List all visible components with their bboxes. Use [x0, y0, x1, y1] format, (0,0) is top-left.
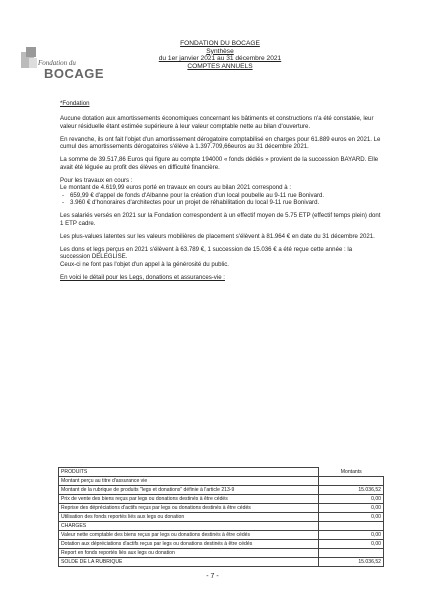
table-row [59, 504, 384, 513]
table-cell-value [319, 522, 384, 531]
table-header-produits: PRODUITS [59, 468, 319, 477]
paragraph-plus-values: Les plus-values latentes sur les valeurs mobilières de placement s'élèvent à 81.964 € en date du 31 décembre 2021. [60, 232, 375, 240]
table-row [59, 540, 384, 549]
table-cell-value: 0,00 [319, 504, 384, 513]
table-row [59, 513, 384, 522]
table-header-row [59, 468, 384, 477]
table-cell-label: Report en fonds reportés liés aux legs ou donation [59, 549, 319, 558]
table-header-montants: Montants [319, 468, 384, 477]
foundation-logo [20, 44, 120, 81]
table-cell-label: Reprise des dépréciations d'actifs reçus par legs ou donations destinés à être cédés [59, 504, 319, 513]
header-line-3: du 1er janvier 2021 au 31 décembre 2021 [158, 55, 282, 63]
logo-text-line2: BOCAGE [44, 66, 105, 81]
logo-text-line1: Fondation du [38, 59, 76, 67]
document-body [60, 100, 382, 287]
document-header [140, 40, 300, 70]
table-cell-value: 0,00 [319, 495, 384, 504]
paragraph-derogatoire: En revanche, ils ont fait l'objet d'un amortissement dérogatoire comptabilisé en charges pour 61.889 euros en 2021. Le cumul des amortissements dérogatoires s'élève à 1.397.709,66euros au 31 décembre 2021. [60, 135, 381, 151]
travaux-list [60, 192, 382, 207]
table-cell-label: Montant perçu au titre d'assurance vie [59, 477, 319, 486]
paragraph-fonds-dedies: La somme de 39.517,86 Euros qui figure au compte 194000 « fonds dédiés » provient de la succession BAYARD. Elle avait été léguée au profit des élèves en difficulté financière. [60, 156, 379, 171]
table-section-row [59, 522, 384, 531]
table-cell-value: 0,00 [319, 513, 384, 522]
table-cell-label: Valeur nette comptable des biens reçus par legs ou donations destinés à être cédés [59, 531, 319, 540]
section-title: *Fondation [60, 100, 90, 107]
legs-donations-table [58, 467, 384, 567]
paragraph-amortissements: Aucune dotation aux amortissements économiques concernant les bâtiments et constructions n'a été constatée, leur valeur résiduelle étant estimée supérieure à leur valeur comptable nette au bilan d'ouverture. [60, 115, 374, 130]
table-row [59, 531, 384, 540]
table-cell-value: 0,00 [319, 531, 384, 540]
paragraph-travaux-line: Le montant de 4.619,99 euros porté en travaux en cours au bilan 2021 correspond à : [60, 184, 292, 192]
table-row [59, 486, 384, 495]
table-solde-label: SOLDE DE LA RUBRIQUE [59, 558, 319, 567]
table-row [59, 477, 384, 486]
paragraph-detail-intro: En voici le détail pour les Legs, donations et assurances-vie : [60, 274, 225, 282]
table-cell-label: Prix de vente des biens reçus par legs ou donations destinés à être cédés [59, 495, 319, 504]
table-row [59, 495, 384, 504]
list-item: - 3.960 € d'honoraires d'architectes pour un projet de réhabilitation du local 9-11 rue Bonivard. [60, 199, 382, 206]
page-number: - 7 - [206, 573, 219, 580]
table-cell-label: Utilisation des fonds reportés liés aux legs ou donation [59, 513, 319, 522]
table-cell-label: Montant de la rubrique de produits "legs et donations" définie à l'article 213-9 [59, 486, 319, 495]
list-item: - 659,99 € d'appel de fonds d'Albanne pour la création d'un local poubelle au 9-11 rue Bonivard. [60, 192, 382, 199]
paragraph-salaries: Les salariés versés en 2021 sur la Fondation correspondent à un effectif moyen de 5.75 ETP (effectif temps plein) dont 1 ETP cadre. [60, 212, 381, 227]
header-line-4: COMPTES ANNUELS [187, 62, 253, 70]
table-total-row [59, 558, 384, 567]
paragraph-dons-legs: Les dons et legs perçus en 2021 s'élèvent à 63.789 €, 1 succession de 15.036 € a été reçue cette année : la succession DELEGLISE. [60, 246, 353, 261]
table-cell-label: Dotation aux dépréciations d'actifs reçus par legs ou donations destinés à être cédés [59, 540, 319, 549]
table-cell-value: 0,00 [319, 540, 384, 549]
table-solde-value: 15.036,52 [319, 558, 384, 567]
table-cell-value: 15.036,52 [319, 486, 384, 495]
table-row [59, 549, 384, 558]
header-line-2: Synthèse [206, 47, 234, 55]
paragraph-travaux-intro: Pour les travaux en cours : [60, 177, 133, 185]
table-cell-value [319, 549, 384, 558]
table-charges-title: CHARGES [59, 522, 319, 531]
header-line-1: FONDATION DU BOCAGE [180, 40, 260, 47]
paragraph-generosite: Ceux-ci ne font pas l'objet d'un appel à la générosité du public. [60, 260, 230, 268]
table-cell-value [319, 477, 384, 486]
